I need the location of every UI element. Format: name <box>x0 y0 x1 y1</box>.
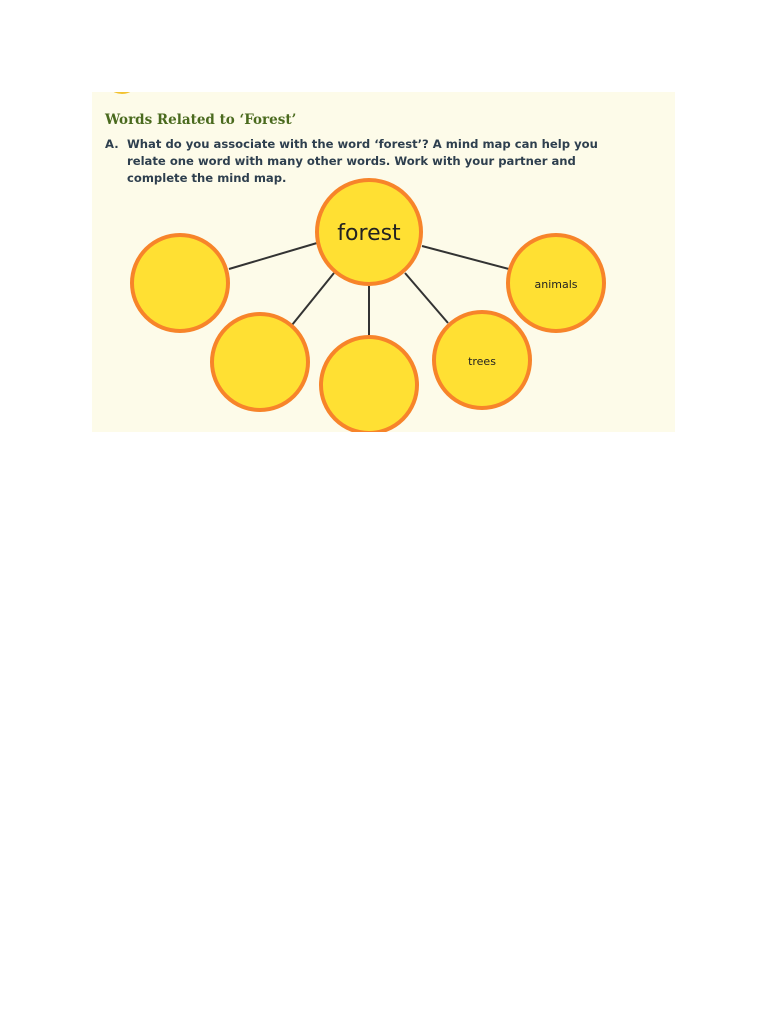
question-text: What do you associate with the word ‘forest’? A mind map can help you relate one word with many other words. Work with your partner and complete the mind map. <box>127 137 598 185</box>
node-blank-2[interactable] <box>212 314 308 410</box>
connector-line-4 <box>405 273 448 323</box>
question-letter: A. <box>105 137 119 151</box>
node-center-forest <box>317 180 421 284</box>
section-heading: Words Related to ‘Forest’ <box>105 112 297 128</box>
node-blank-3[interactable] <box>321 337 417 432</box>
node-trees-label: trees <box>468 355 496 368</box>
connector-line-1 <box>229 243 317 269</box>
node-blank-1[interactable] <box>132 235 228 331</box>
worksheet-panel <box>92 92 675 432</box>
node-animals-label: animals <box>534 278 578 291</box>
node-trees[interactable] <box>434 312 530 408</box>
center-word-label: forest <box>337 221 401 246</box>
mind-map <box>92 92 675 432</box>
node-animals[interactable] <box>508 235 604 331</box>
connector-line-2 <box>292 273 334 325</box>
connector-line-5 <box>422 246 509 269</box>
